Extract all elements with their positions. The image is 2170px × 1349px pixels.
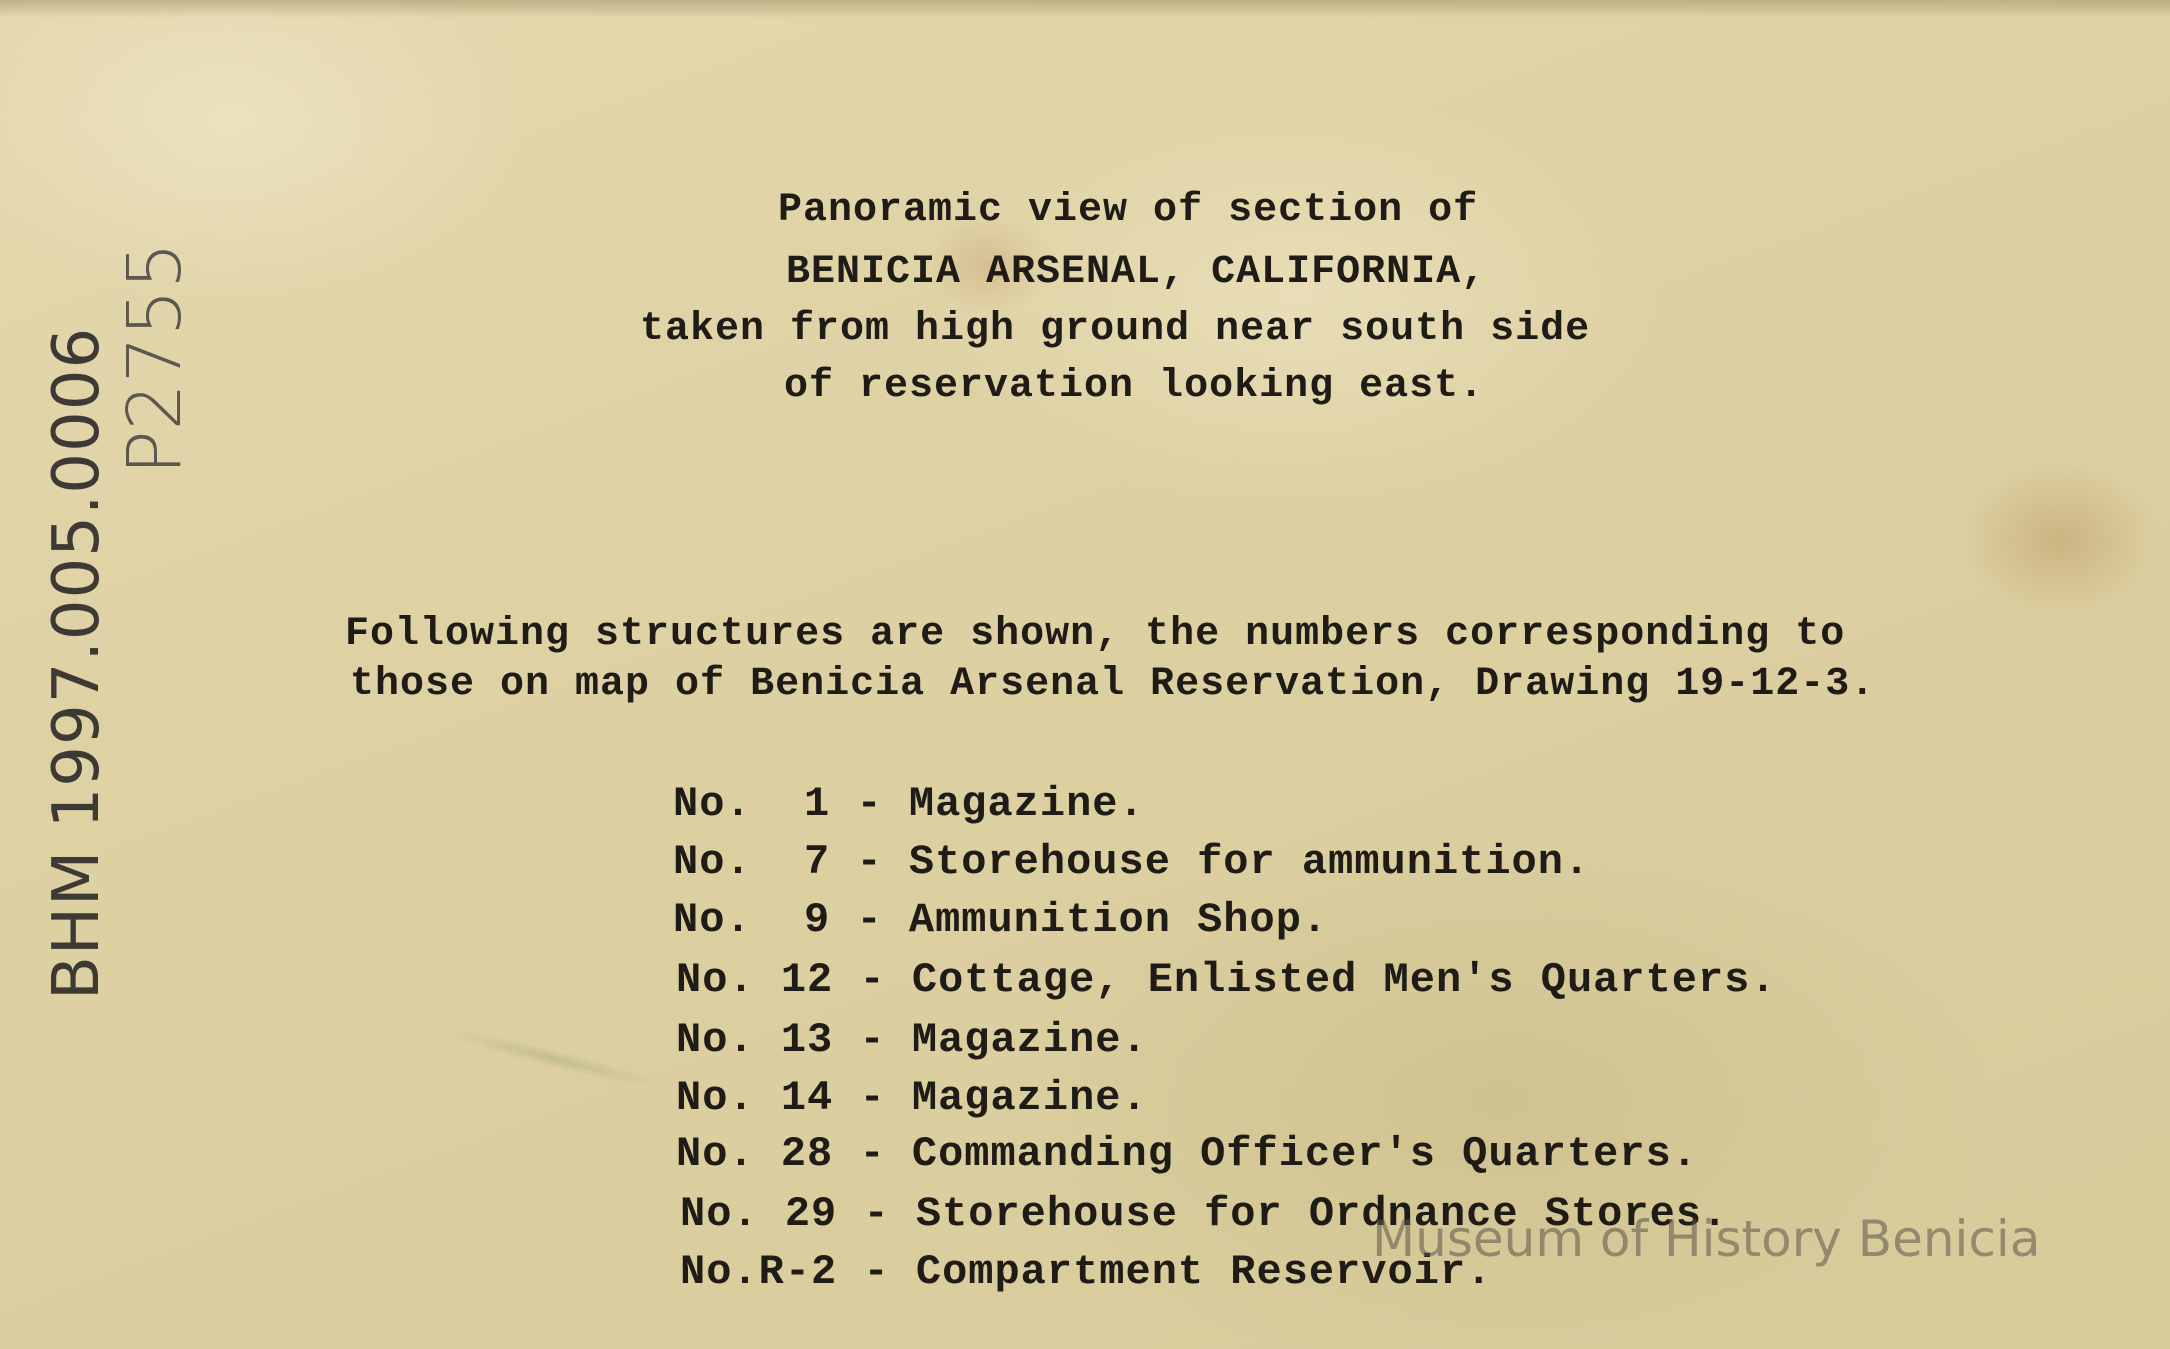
handwritten-photo-number: P2755 <box>112 242 198 475</box>
top-edge-shadow <box>0 0 2170 18</box>
separator: - <box>830 896 909 944</box>
structure-name: Ammunition Shop. <box>908 896 1329 944</box>
list-item <box>676 956 1777 1004</box>
structure-number: No.R-2 <box>680 1248 838 1296</box>
structure-number: No. 13 <box>676 1016 834 1064</box>
list-item <box>673 780 1145 828</box>
intro-line-1: Following structures are shown, the numbers corresponding to <box>345 612 1846 657</box>
structure-name: Magazine. <box>911 1074 1148 1122</box>
separator: - <box>833 956 912 1004</box>
structure-name: Magazine. <box>911 1016 1148 1064</box>
handwritten-catalog-number: BHM 1997.005.0006 <box>40 326 114 1000</box>
structure-name: Cottage, Enlisted Men's Quarters. <box>911 956 1777 1004</box>
structure-number: No. 9 <box>673 896 831 944</box>
list-item <box>676 1130 1698 1178</box>
structure-number: No. 12 <box>676 956 834 1004</box>
heading-line-4: of reservation looking east. <box>784 364 1485 409</box>
separator: - <box>833 1016 912 1064</box>
structure-name: Commanding Officer's Quarters. <box>911 1130 1698 1178</box>
list-item <box>676 1074 1148 1122</box>
heading-line-1: Panoramic view of section of <box>778 188 1479 233</box>
museum-watermark: Museum of History Benicia <box>1372 1210 2041 1268</box>
intro-line-2: those on map of Benicia Arsenal Reservation, Drawing 19-12-3. <box>350 662 1876 707</box>
heading-line-2: BENICIA ARSENAL, CALIFORNIA, <box>786 250 1487 295</box>
structure-number: No. 29 <box>680 1190 838 1238</box>
separator: - <box>837 1190 916 1238</box>
structure-number: No. 28 <box>676 1130 834 1178</box>
structure-number: No. 1 <box>673 780 831 828</box>
structure-name: Compartment Reservoir. <box>915 1248 1493 1296</box>
list-item <box>673 896 1328 944</box>
separator: - <box>830 780 909 828</box>
list-item <box>673 838 1590 886</box>
structure-number: No. 14 <box>676 1074 834 1122</box>
separator: - <box>833 1074 912 1122</box>
list-item <box>676 1016 1148 1064</box>
list-item <box>680 1248 1492 1296</box>
paper-stain <box>441 1022 669 1095</box>
separator: - <box>830 838 909 886</box>
heading-line-3: taken from high ground near south side <box>640 307 1591 352</box>
structure-name: Storehouse for Ordnance Stores. <box>915 1190 1729 1238</box>
separator: - <box>837 1248 916 1296</box>
structure-name: Storehouse for ammunition. <box>908 838 1591 886</box>
separator: - <box>833 1130 912 1178</box>
structure-name: Magazine. <box>908 780 1145 828</box>
structure-number: No. 7 <box>673 838 831 886</box>
